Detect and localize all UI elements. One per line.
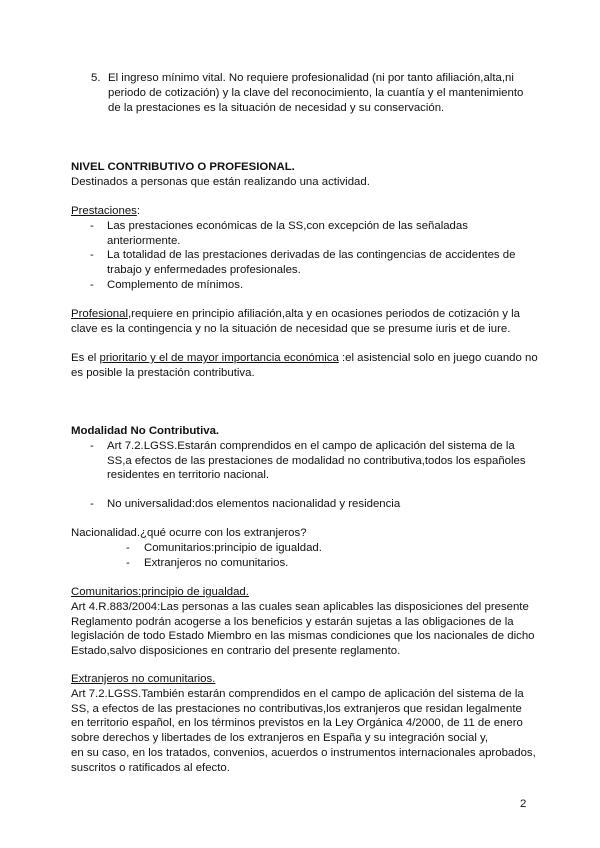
extranjeros-line: Art 7.2.LGSS.También estarán comprendidos en el campo de aplicación del sistema de la xyxy=(71,687,524,700)
extranjeros-line: SS, a efectos de las prestaciones no contributivas,los extranjeros que residan legalmente xyxy=(71,702,522,715)
extranjeros-line: suscritos o ratificados al efecto. xyxy=(71,761,230,774)
nacionalidad-block xyxy=(71,526,541,570)
prestaciones-block xyxy=(71,204,541,293)
extranjeros-line: en territorio español, en los términos previstos en la Ley Orgánica 4/2000, de 11 de enero xyxy=(71,717,523,730)
section-intro: Destinados a personas que están realizando una actividad. xyxy=(71,175,370,188)
nacionalidad-question: Nacionalidad.¿qué ocurre con los extranjeros? xyxy=(71,527,307,539)
list-item: - Las prestaciones económicas de la SS,con excepción de las señaladas anteriormente. xyxy=(90,219,468,247)
comunitarios-label: Comunitarios:principio de igualdad. xyxy=(71,586,249,598)
numbered-item-5 xyxy=(91,71,531,115)
list-item: - Extranjeros no comunitarios. xyxy=(126,556,289,569)
comunitarios-block xyxy=(71,585,541,659)
profesional-paragraph: Profesional,requiere en principio afiliación,alta y en ocasiones periodos de cotización y la clave es la contingencia y no la situación de necesidad que se presume iuris et de iure. xyxy=(71,308,520,335)
prestaciones-label: Prestaciones xyxy=(71,205,137,217)
prestaciones-colon: : xyxy=(136,205,141,217)
profesional-label: Profesional xyxy=(71,308,128,320)
list-item: - Art 7.2.LGSS.Estarán comprendidos en el campo de aplicación del sistema de la SS,a efectos de las prestaciones de modalidad no contributiva,todos los españoles residentes en territorio nacional. xyxy=(90,439,526,482)
extranjeros-line: sobre derechos y libertades de los extranjeros en España y su integración social y, xyxy=(71,732,489,745)
comunitarios-text: Art 4.R.883/2004:Las personas a las cuales sean aplicables las disposiciones del presente Reglamento podrán acogerse a los beneficios y estarán sujetas a las obligaciones de la legislación de todo Estado Miembro en las mismas condiciones que los nacionales de dicho Estado,salvo disposiciones en contrario del presente reglamento. xyxy=(71,600,535,658)
extranjeros-block xyxy=(71,672,551,776)
section-heading: NIVEL CONTRIBUTIVO O PROFESIONAL. xyxy=(71,161,295,173)
extranjeros-label: Extranjeros no comunitarios. xyxy=(71,673,216,685)
list-item: - Complemento de mínimos. xyxy=(90,278,244,291)
no-contributiva-section xyxy=(71,424,541,512)
item-number: 5. xyxy=(91,72,101,84)
section-heading: Modalidad No Contributiva. xyxy=(71,425,220,437)
prioritario-label: prioritario y el de mayor importancia económica xyxy=(99,352,339,364)
list-item: - Comunitarios:principio de igualdad. xyxy=(126,541,322,554)
item-text: El ingreso mínimo vital. No requiere profesionalidad (ni por tanto afiliación,alta,ni periodo de cotización) y la clave del reconocimiento, la cuantía y el mantenimiento de la prestaciones es la situación de necesidad y su conservación. xyxy=(108,72,524,114)
list-item: - La totalidad de las prestaciones derivadas de las contingencias de accidentes de trabajo y enfermedades profesionales. xyxy=(90,249,516,277)
page-number: 2 xyxy=(520,798,527,810)
contributivo-section xyxy=(71,160,541,190)
prioritario-paragraph: Es el prioritario y el de mayor importancia económica :el asistencial solo en juego cuando no es posible la prestación contributiva. xyxy=(71,352,538,379)
list-item: - No universalidad:dos elementos nacionalidad y residencia xyxy=(90,498,401,511)
extranjeros-line: en su caso, en los tratados, convenios, acuerdos o instrumentos internacionales aprobados, xyxy=(71,746,536,759)
